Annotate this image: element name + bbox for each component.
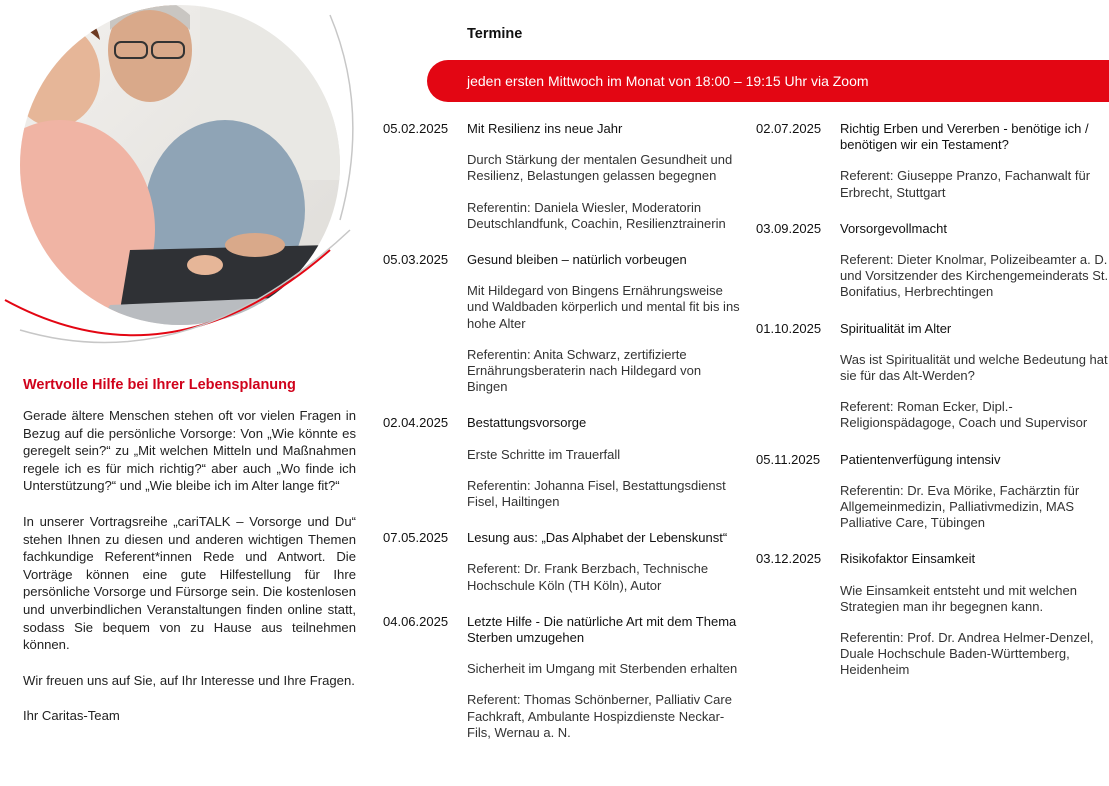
event-date: 05.11.2025 [756,451,821,467]
event-title: Risikofaktor Einsamkeit [840,551,976,567]
intro-paragraph-1: Gerade ältere Menschen stehen oft vor vielen Fragen in Bezug auf die persönliche Vorsorge: Von „Wie könnte es geregelt sein?“ zu „Mit welchen Mitteln und Maßnahmen regele ich es für mich richtig?“ aber auch „Wo finde ich Unterstützung?“ und „Wie bleibe ich im Alter lange fit?“ [23,408,356,494]
intro-paragraph-3: Wir freuen uns auf Sie, auf Ihr Interesse und Ihre Fragen. [23,672,355,688]
event-speaker: Referentin: Johanna Fisel, Bestattungsdienst Fisel, Hailtingen [467,477,726,510]
event-speaker: Referent: Dieter Knolmar, Polizeibeamter a. D. und Vorsitzender des Kirchengemeinderats St. Bonifatius, Herbrechtingen [840,252,1109,300]
event-speaker: Referent: Dr. Frank Berzbach, Technische Hochschule Köln (TH Köln), Autor [467,561,709,593]
event-speaker: Referent: Roman Ecker, Dipl.-Religionspädagoge, Coach und Supervisor [840,399,1088,431]
event-title: Gesund bleiben – natürlich vorbeugen [467,252,687,268]
event-item [383,252,743,395]
event-date: 03.12.2025 [756,551,822,567]
event-date: 05.03.2025 [383,252,449,268]
header-photo [0,0,370,360]
event-title: Richtig Erben und Vererben - benötige ich / benötigen wir ein Testament? [840,121,1089,153]
events-column-right [756,121,1109,699]
event-item [383,530,743,594]
event-date: 05.02.2025 [383,121,449,136]
event-speaker: Referentin: Anita Schwarz, zertifizierte Ernährungsberaterin nach Hildegard von Bingen [467,346,702,395]
event-item [756,121,1109,201]
event-description: Was ist Spiritualität und welche Bedeutung hat sie für das Alt-Werden? [840,351,1108,384]
event-item [383,614,743,741]
event-date: 07.05.2025 [383,530,449,546]
event-item [756,452,1109,532]
event-description: Mit Hildegard von Bingens Ernährungsweise und Waldbaden körperlich und mental fit bis ins hohe Alter [467,283,740,331]
intro-signature: Ihr Caritas-Team [23,708,120,724]
schedule-banner: jeden ersten Mittwoch im Monat von 18:00 – 19:15 Uhr via Zoom [427,60,1109,102]
event-speaker: Referentin: Daniela Wiesler, Moderatorin Deutschlandfunk, Coachin, Resilienztrainerin [467,199,726,231]
event-speaker: Referentin: Prof. Dr. Andrea Helmer-Denzel, Duale Hochschule Baden-Württemberg, Heidenheim [840,630,1094,678]
event-title: Letzte Hilfe - Die natürliche Art mit dem Thema Sterben umzugehen [467,613,737,646]
event-date: 03.09.2025 [756,220,822,236]
event-title: Patientenverfügung intensiv [840,451,1001,467]
event-item [383,415,743,510]
event-title: Lesung aus: „Das Alphabet der Lebenskunst“ [467,530,728,546]
event-speaker: Referent: Giuseppe Pranzo, Fachanwalt für Erbrecht, Stuttgart [840,168,1091,200]
event-date: 04.06.2025 [383,613,449,629]
event-item [756,221,1109,301]
photo-illustration [0,0,370,360]
event-description: Durch Stärkung der mentalen Gesundheit und Resilienz, Belastungen gelassen begegnen [467,152,733,184]
event-title: Spiritualität im Alter [840,320,952,336]
event-item [383,121,743,232]
termine-heading: Termine [467,26,523,42]
event-description: Erste Schritte im Trauerfall [467,446,621,462]
event-title: Vorsorgevollmacht [840,220,947,236]
event-title: Bestattungsvorsorge [467,415,587,431]
intro-section [23,377,356,743]
intro-heading: Wertvolle Hilfe bei Ihrer Lebensplanung [23,377,296,393]
event-speaker: Referent: Thomas Schönberner, Palliativ Care Fachkraft, Ambulante Hospizdienste Neckar-Fils, Wernau a. N. [467,692,732,740]
event-description: Sicherheit im Umgang mit Sterbenden erhalten [467,661,738,677]
event-item [756,551,1109,678]
event-description: Wie Einsamkeit entsteht und mit welchen Strategien man ihr begegnen kann. [840,582,1077,614]
intro-paragraph-2: In unserer Vortragsreihe „cariTALK – Vorsorge und Du“ stehen Ihnen zu diesen und anderen wichtigen Themen fachkundige Referent*innen Rede und Antwort. Die Vorträge können eine gute Hilfestellung für Ihre persönliche Vorsorge und Fürsorge sein. Die kostenlosen und unverbindlichen Veranstaltungen finden online statt, sodass Sie bequem von zu Hause aus teilnehmen können. [23,513,356,653]
event-date: 02.07.2025 [756,121,822,136]
event-speaker: Referentin: Dr. Eva Mörike, Fachärztin für Allgemeinmedizin, Palliativmedizin, MAS Palliative Care, Tübingen [840,482,1080,531]
event-date: 01.10.2025 [756,320,822,336]
event-date: 02.04.2025 [383,415,449,431]
events-column-left [383,121,743,761]
event-item [756,321,1109,432]
event-title: Mit Resilienz ins neue Jahr [467,121,623,136]
